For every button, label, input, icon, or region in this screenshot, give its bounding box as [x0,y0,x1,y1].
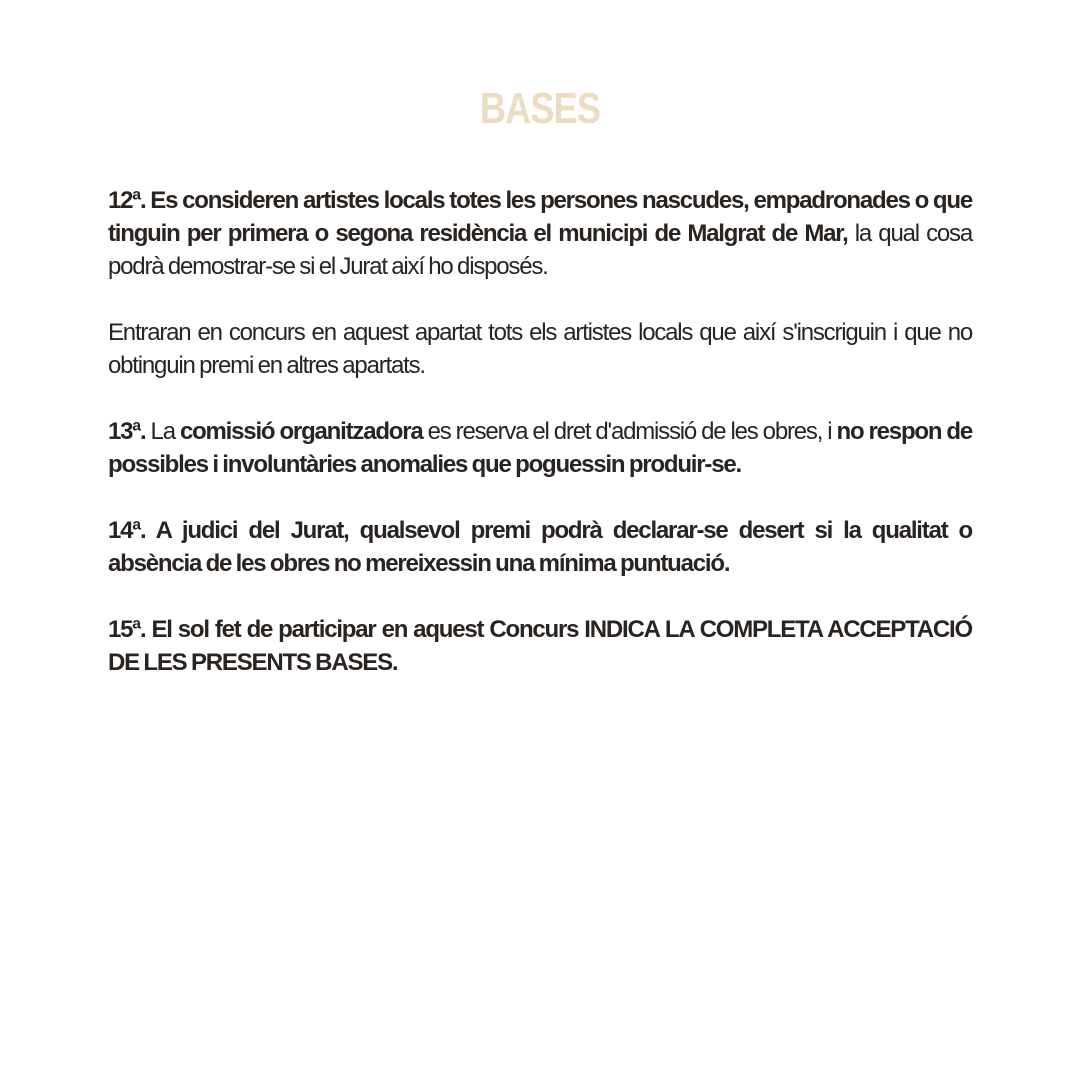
base-12-continuation-text: Entraran en concurs en aquest apartat tots els artistes locals que així s'inscriguin i que no obtinguin premi en altres apartats. [108,319,972,379]
base-12-normal-text: la qual cosa podrà demostrar-se si el Jurat així ho disposés. [108,220,972,280]
base-15 [108,613,972,679]
base-13-bold-1: comissió organitzadora [179,418,423,445]
base-13 [108,415,972,481]
base-14 [108,514,972,580]
base-12 [108,184,972,283]
base-12-bold-text: Es consideren artistes locals totes les persones nascudes, empadronades o que tinguin per primera o segona residència el municipi de Malgrat de Mar, [108,187,972,247]
base-14-bold-text: A judici del Jurat, qualsevol premi podrà declarar-se desert si la qualitat o absència de les obres no mereixessin una mínima puntuació. [108,517,972,577]
bases-body [108,184,972,712]
base-15-number: 15ª. [108,616,146,643]
base-13-normal-1: La [145,418,180,445]
base-12-number: 12ª. [108,187,146,214]
base-13-normal-2: es reserva el dret d'admissió de les obres, i [422,418,837,445]
page-title: BASES [479,84,601,133]
base-13-number: 13ª. [108,418,146,445]
base-12-continuation [108,316,972,382]
base-14-number: 14ª. [108,517,146,544]
base-13-bold-2: no respon de possibles i involuntàries anomalies que poguessin produir-se. [108,418,973,478]
base-15-bold-text: El sol fet de participar en aquest Concurs INDICA LA COMPLETA ACCEPTACIÓ DE LES PRESENTS BASES. [108,616,972,676]
